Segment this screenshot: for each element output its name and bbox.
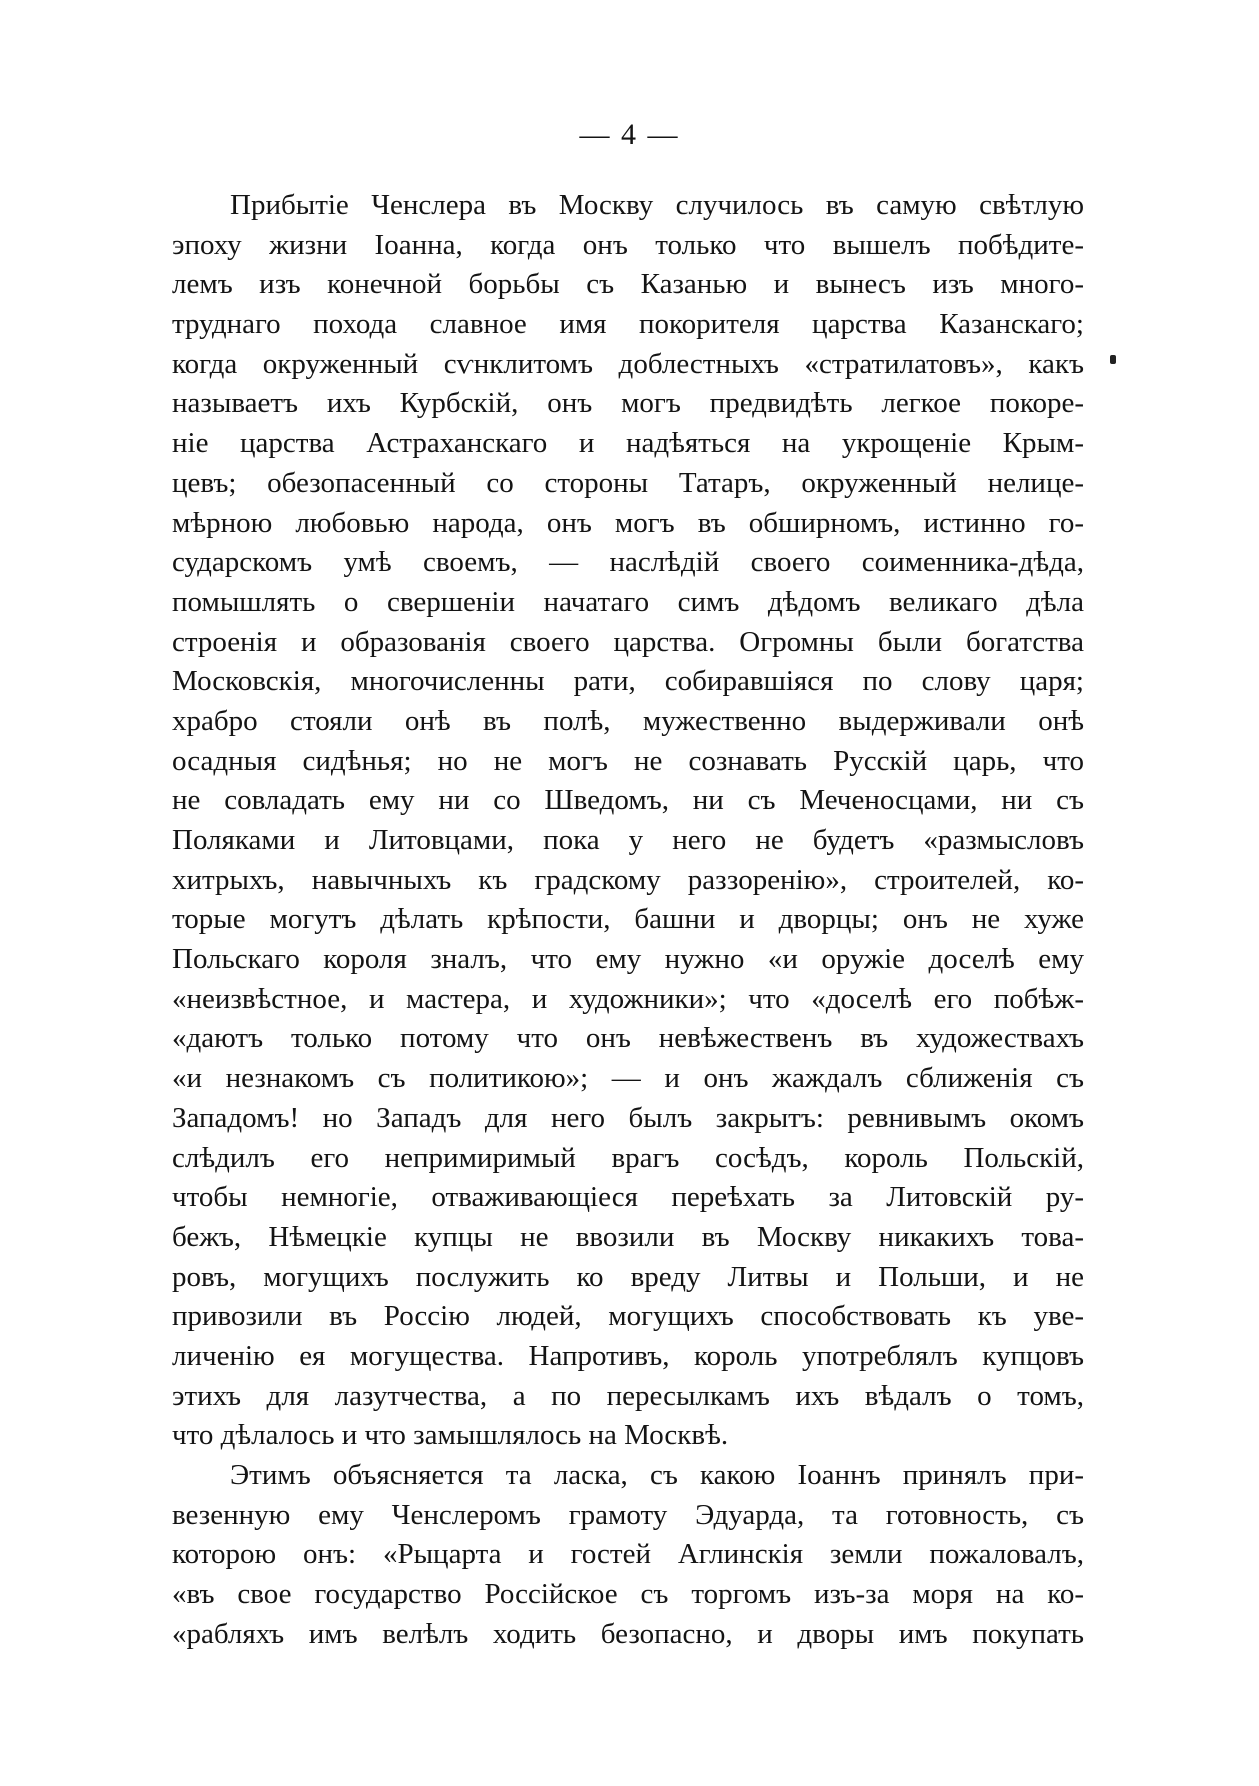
text-line: привозили въ Россію людей, могущихъ способствовать къ уве-: [172, 1300, 1084, 1333]
text-line: что дѣлалось и что замышлялось на Москвѣ.: [172, 1419, 729, 1452]
text-line: труднаго похода славное имя покорителя царства Казанскаго;: [172, 308, 1084, 341]
page-number: — 4 —: [579, 118, 680, 151]
text-line: эпоху жизни Іоанна, когда онъ только что вышелъ побѣдите-: [172, 228, 1084, 261]
text-line: Этимъ объясняется та ласка, съ какою Іоаннъ принялъ при-: [230, 1459, 1084, 1491]
text-line: «даютъ только потому что онъ невѣжественъ въ художествахъ: [172, 1022, 1084, 1055]
text-line: помышлять о свершеніи начатаго симъ дѣдомъ великаго дѣла: [172, 585, 1084, 618]
text-line: везенную ему Ченслеромъ грамоту Эдуарда, та готовность, съ: [172, 1498, 1084, 1531]
text-line: цевъ; обезопасенный со стороны Татаръ, окруженный нелице-: [172, 466, 1084, 499]
text-line: Западомъ! но Западъ для него былъ закрытъ: ревнивымъ окомъ: [172, 1101, 1084, 1134]
text-line: сударскомъ умѣ своемъ, — наслѣдій своего соименника-дѣда,: [172, 546, 1084, 579]
text-line: ровъ, могущихъ послужить ко вреду Литвы и Польши, и не: [172, 1260, 1084, 1293]
text-line: «и незнакомъ съ политикою»; — и онъ жаждалъ сближенія съ: [172, 1062, 1084, 1095]
paragraph-1: [172, 186, 1084, 1456]
text-line: слѣдилъ его непримиримый врагъ сосѣдъ, король Польскій,: [172, 1141, 1084, 1174]
text-line: чтобы немногіе, отваживающіеся переѣхать за Литовскій ру-: [172, 1181, 1084, 1214]
text-line: Московскія, многочисленны рати, собиравшіяся по слову царя;: [172, 665, 1084, 698]
text-line: торые могутъ дѣлать крѣпости, башни и дворцы; онъ не хуже: [172, 903, 1084, 936]
text-line: храбро стояли онѣ въ полѣ, мужественно выдерживали онѣ: [172, 704, 1084, 737]
text-line: которою онъ: «Рыцарта и гостей Аглинскія земли пожаловалъ,: [172, 1538, 1084, 1571]
text-line: Польскаго короля зналъ, что ему нужно «и оружіе доселѣ ему: [172, 943, 1084, 976]
text-line: «въ свое государство Россійское съ торгомъ изъ-за моря на ко-: [172, 1578, 1084, 1611]
margin-mark: [1110, 355, 1116, 364]
text-line: «рабляхъ имъ велѣлъ ходить безопасно, и дворы имъ покупать: [172, 1617, 1084, 1650]
text-line: Поляками и Литовцами, пока у него не будетъ «размысловъ: [172, 824, 1084, 856]
text-line: личенію ея могущества. Напротивъ, король употреблялъ купцовъ: [172, 1339, 1084, 1372]
body-text: [172, 186, 1084, 1654]
text-line: когда окруженный сѵнклитомъ доблестныхъ «стратилатовъ», какъ: [172, 347, 1084, 380]
text-line: строенія и образованія своего царства. Огромны были богатства: [172, 625, 1084, 658]
text-line: осадныя сидѣнья; но не могъ не сознавать Русскій царь, что: [172, 744, 1084, 777]
text-line: Прибытіе Ченслера въ Москву случилось въ самую свѣтлую: [230, 189, 1084, 221]
paragraph-2: [172, 1456, 1084, 1654]
text-line: не совладать ему ни со Шведомъ, ни съ Меченосцами, ни съ: [172, 784, 1084, 817]
text-line: «неизвѣстное, и мастера, и художники»; что «доселѣ его побѣж-: [172, 982, 1084, 1015]
text-line: этихъ для лазутчества, а по пересылкамъ ихъ вѣдалъ о томъ,: [172, 1379, 1084, 1412]
text-line: хитрыхъ, навычныхъ къ градскому раззоренію», строителей, ко-: [172, 863, 1084, 896]
text-line: называетъ ихъ Курбскій, онъ могъ предвидѣть легкое покоре-: [172, 387, 1084, 420]
text-line: ніе царства Астраханскаго и надѣяться на укрощеніе Крым-: [172, 427, 1084, 460]
text-line: бежъ, Нѣмецкіе купцы не ввозили въ Москву никакихъ това-: [172, 1220, 1084, 1253]
text-line: лемъ изъ конечной борьбы съ Казанью и вынесъ изъ много-: [172, 268, 1084, 301]
text-line: мѣрною любовью народа, онъ могъ въ обширномъ, истинно го-: [172, 506, 1084, 539]
